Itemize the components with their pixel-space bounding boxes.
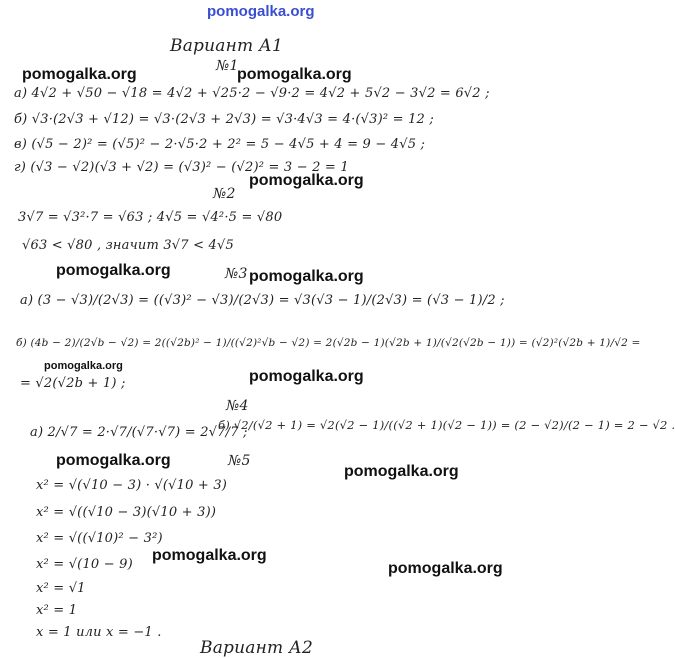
task-number: №4 xyxy=(226,398,249,414)
next-variant-heading: Вариант А2 xyxy=(200,638,314,658)
watermark: pomogalka.org xyxy=(22,66,137,83)
task-3-line-b-cont: = √2(√2b + 1) ; xyxy=(20,376,126,391)
watermark: pomogalka.org xyxy=(249,172,364,189)
watermark: pomogalka.org xyxy=(388,560,503,577)
task-5-line: x² = √((√10 − 3)(√10 + 3)) xyxy=(36,505,217,520)
task-5-line: x² = √(10 − 9) xyxy=(36,557,133,572)
task-5-line: x² = √1 xyxy=(36,581,86,596)
task-5-line: x² = √(√10 − 3) · √(√10 + 3) xyxy=(36,478,228,493)
task-2-line-2: √63 < √80 , значит 3√7 < 4√5 xyxy=(22,238,234,253)
task-3-line-b: б) (4b − 2)/(2√b − √2) = 2((√2b)² − 1)/((√2)²√b − √2) = 2(√2b − 1)(√2b + 1)/(√2(√2b − 1)) = (√2)²(√2b + 1)/√2 = xyxy=(16,337,641,349)
task-5-line: x² = √((√10)² − 3²) xyxy=(36,531,163,546)
variant-heading: Вариант А1 xyxy=(170,36,284,56)
task-1-line-a: а) 4√2 + √50 − √18 = 4√2 + √25·2 − √9·2 = 4√2 + 5√2 − 3√2 = 6√2 ; xyxy=(14,86,490,101)
task-1-line-v: в) (√5 − 2)² = (√5)² − 2·√5·2 + 2² = 5 − 4√5 + 4 = 9 − 4√5 ; xyxy=(14,137,426,152)
watermark: pomogalka.org xyxy=(249,368,364,385)
task-1-line-b: б) √3·(2√3 + √12) = √3·(2√3 + 2√3) = √3·4√3 = 4·(√3)² = 12 ; xyxy=(14,112,434,127)
task-number: №5 xyxy=(228,453,251,469)
watermark: pomogalka.org xyxy=(56,262,171,279)
task-1-line-g: г) (√3 − √2)(√3 + √2) = (√3)² − (√2)² = 3 − 2 = 1 xyxy=(14,160,349,175)
watermark-top: pomogalka.org xyxy=(207,3,315,20)
watermark: pomogalka.org xyxy=(44,360,123,372)
task-number: №3 xyxy=(225,266,248,282)
task-4-line-a: а) 2/√7 = 2·√7/(√7·√7) = 2√7/7 ; xyxy=(30,425,248,440)
task-5-line: x = 1 или x = −1 . xyxy=(36,625,162,640)
watermark: pomogalka.org xyxy=(56,452,171,469)
task-5-line: x² = 1 xyxy=(36,603,78,618)
task-number: №1 xyxy=(216,58,239,74)
watermark: pomogalka.org xyxy=(344,463,459,480)
task-3-line-a: а) (3 − √3)/(2√3) = ((√3)² − √3)/(2√3) = √3(√3 − 1)/(2√3) = (√3 − 1)/2 ; xyxy=(20,293,505,308)
task-2-line-1: 3√7 = √3²·7 = √63 ; 4√5 = √4²·5 = √80 xyxy=(18,210,283,225)
watermark: pomogalka.org xyxy=(152,547,267,564)
task-4-line-b: б) √2/(√2 + 1) = √2(√2 − 1)/((√2 + 1)(√2 − 1)) = (2 − √2)/(2 − 1) = 2 − √2 . xyxy=(218,418,675,432)
watermark: pomogalka.org xyxy=(249,268,364,285)
watermark: pomogalka.org xyxy=(237,66,352,83)
task-number: №2 xyxy=(213,186,236,202)
